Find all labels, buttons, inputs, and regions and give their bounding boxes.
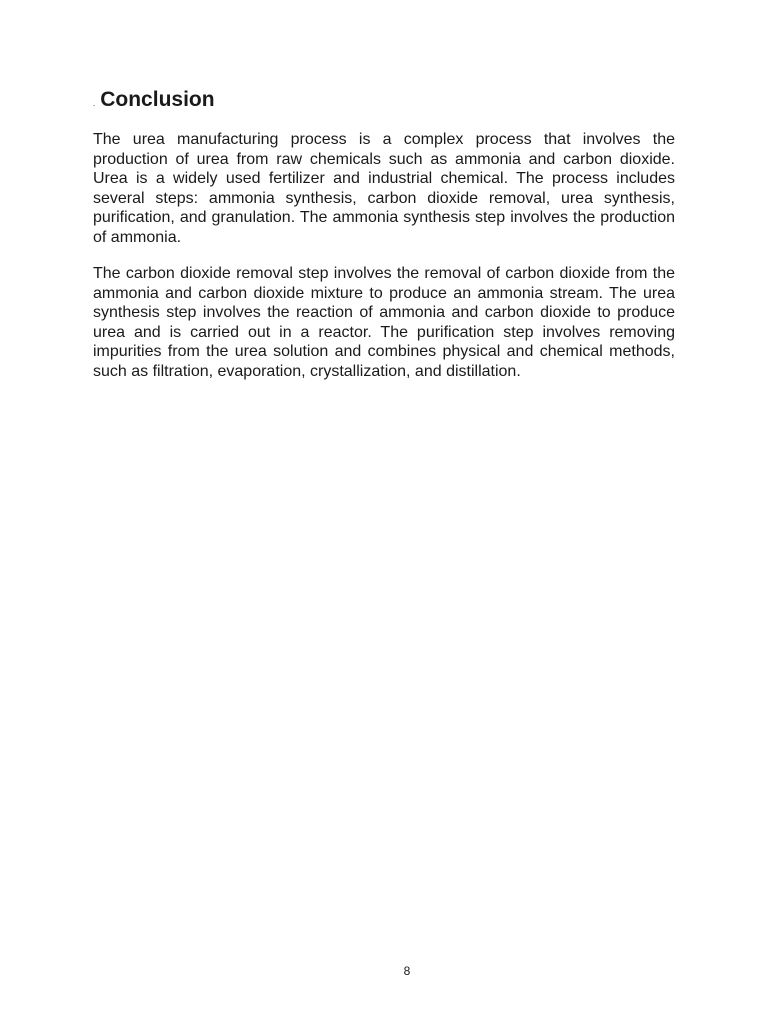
section-heading: [93, 86, 215, 118]
heading-marker: .: [93, 99, 96, 108]
page-number: 8: [403, 964, 411, 978]
paragraph-2: The carbon dioxide removal step involves the removal of carbon dioxide from the ammonia and carbon dioxide mixture to produce an ammonia stream. The urea synthesis step involves the reaction of ammonia and carbon dioxide to produce urea and is carried out in a reactor. The purification step involves removing impurities from the urea solution and combines physical and chemical methods, such as filtration, evaporation, crystallization, and distillation.: [93, 265, 675, 380]
paragraph-1: The urea manufacturing process is a complex process that involves the production of urea from raw chemicals such as ammonia and carbon dioxide. Urea is a widely used fertilizer and industrial chemical. The process includes several steps: ammonia synthesis, carbon dioxide removal, urea synthesis, purification, and granulation. The ammonia synthesis step involves the production of ammonia.: [93, 131, 675, 246]
heading-title: Conclusion: [100, 88, 215, 111]
